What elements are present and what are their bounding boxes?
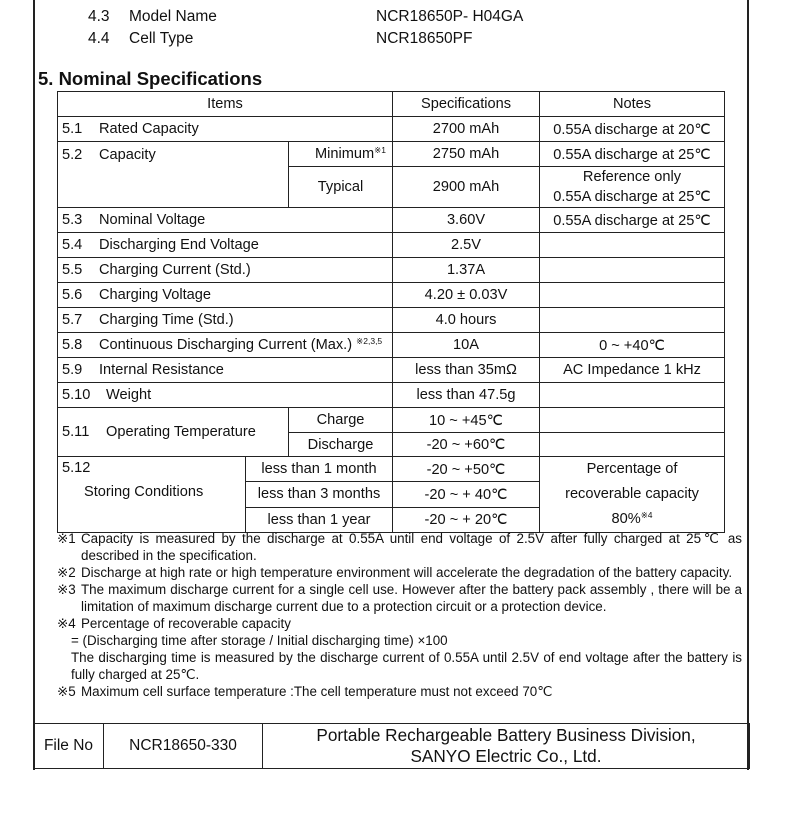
sub-item-typical: Typical [289, 167, 393, 208]
row-note: 0.55A discharge at 25℃ [540, 208, 725, 233]
footnote-ref: ※1 [374, 145, 387, 155]
row-num: 5.12 [62, 460, 91, 476]
storing-conditions-cell [58, 457, 246, 533]
row-note [540, 383, 725, 408]
footnote-mark: ※5 [57, 684, 76, 699]
info-value: NCR18650PF [376, 30, 473, 47]
row-spec: 2700 mAh [393, 117, 540, 142]
row-spec: -20 ~ + 40℃ [393, 482, 540, 507]
row-num: 5.5 [62, 262, 83, 278]
table-header-row [58, 92, 725, 117]
row-spec: 4.20 ± 0.03V [393, 283, 540, 308]
row-spec: 1.37A [393, 258, 540, 283]
sub-item: less than 3 months [246, 482, 393, 507]
row-note: 0.55A discharge at 25℃ [540, 142, 725, 167]
table-row [58, 283, 725, 308]
row-num: 5.9 [62, 362, 83, 378]
row-item: Charging Time (Std.) [99, 312, 234, 328]
cut-off-row [80, 0, 560, 3]
company-name [263, 724, 750, 769]
row-item: Charging Current (Std.) [99, 262, 251, 278]
footnote [57, 581, 742, 615]
footnote-ref: ※2,3,5 [356, 336, 383, 346]
footnote-ref: ※4 [640, 510, 653, 520]
section-title: 5. Nominal Specifications [38, 68, 263, 89]
info-value: NCR18650P- H04GA [376, 8, 524, 25]
row-note [540, 283, 725, 308]
footnote-text: Discharge at high rate or high temperature environment will accelerate the degradation of the battery capacity. [81, 565, 733, 580]
table-row [58, 308, 725, 333]
row-spec: -20 ~ +50℃ [393, 457, 540, 482]
footnotes [57, 530, 742, 700]
info-label: Model Name [129, 8, 217, 25]
info-label: Cell Type [129, 30, 194, 47]
header-notes: Notes [540, 92, 725, 117]
footnote [57, 530, 742, 564]
page-border-right [747, 0, 749, 770]
note-line: recoverable capacity [565, 486, 699, 502]
row-note [540, 433, 725, 457]
row-spec: 10 ~ +45℃ [393, 408, 540, 433]
table-row [58, 358, 725, 383]
info-num: 4.4 [88, 30, 110, 47]
row-item: Nominal Voltage [99, 212, 206, 228]
footnote-text: Maximum cell surface temperature :The cell temperature must not exceed 70℃ [81, 684, 553, 699]
table-row [58, 383, 725, 408]
footnote-mark: ※4 [57, 616, 76, 631]
sub-item: less than 1 year [246, 507, 393, 532]
row-note [540, 233, 725, 258]
row-note [540, 258, 725, 283]
page-border-left [33, 0, 35, 770]
table-row [58, 142, 725, 167]
sub-item: Discharge [289, 433, 393, 457]
row-item: Discharging End Voltage [99, 237, 259, 253]
row-note: AC Impedance 1 kHz [540, 358, 725, 383]
row-item: Internal Resistance [99, 362, 224, 378]
note-line: Reference only [582, 169, 682, 185]
note-line: 80% [611, 511, 641, 527]
table-row [58, 408, 725, 433]
row-num: 5.3 [62, 212, 83, 228]
row-num: 5.7 [62, 312, 83, 328]
footnote-mark: ※2 [57, 565, 76, 580]
spec-table [57, 91, 725, 533]
row-note [540, 457, 725, 533]
table-row [58, 117, 725, 142]
row-spec: 2750 mAh [393, 142, 540, 167]
table-row [58, 457, 725, 482]
row-spec: less than 47.5g [393, 383, 540, 408]
row-spec: 2.5V [393, 233, 540, 258]
footnote-detail: The discharging time is measured by the discharge current of 0.55A until 2.5V of end voltage after the battery is fully charged at 25℃. [71, 650, 742, 682]
company-line-1: Portable Rechargeable Battery Business Division, [316, 725, 696, 745]
footnote-mark: ※3 [57, 582, 76, 597]
row-spec: 3.60V [393, 208, 540, 233]
info-num: 4.3 [88, 8, 110, 25]
row-item: Continuous Discharging Current (Max.) [99, 337, 353, 353]
footnote [57, 683, 742, 700]
row-note: 0 ~ +40℃ [540, 333, 725, 358]
footnote [57, 615, 742, 632]
row-spec: -20 ~ +60℃ [393, 433, 540, 457]
row-note [540, 308, 725, 333]
table-row [58, 333, 725, 358]
row-spec: 10A [393, 333, 540, 358]
note-line: 0.55A discharge at 25℃ [553, 189, 711, 205]
sub-item: less than 1 month [246, 457, 393, 482]
row-item: Weight [106, 387, 152, 403]
row-num: 5.11 [62, 424, 90, 440]
row-note [540, 167, 725, 208]
sub-item-minimum: Minimum [314, 146, 375, 162]
row-note: 0.55A discharge at 20℃ [540, 117, 725, 142]
footnote-mark: ※1 [57, 531, 76, 546]
header-specifications: Specifications [393, 92, 540, 117]
header-items: Items [58, 92, 393, 117]
row-spec: 2900 mAh [393, 167, 540, 208]
row-item: Charging Voltage [99, 287, 211, 303]
note-line: Percentage of [586, 461, 678, 477]
row-spec: less than 35mΩ [393, 358, 540, 383]
company-line-2: SANYO Electric Co., Ltd. [410, 746, 602, 766]
row-note [540, 408, 725, 433]
row-num: 5.2 [62, 147, 83, 163]
row-item: Rated Capacity [99, 121, 199, 137]
row-spec: 4.0 hours [393, 308, 540, 333]
footnote-formula: = (Discharging time after storage / Initial discharging time) ×100 [71, 633, 448, 648]
table-row [58, 233, 725, 258]
table-row [58, 258, 725, 283]
file-no-label: File No [34, 724, 104, 769]
footnote-text: The maximum discharge current for a single cell use. However after the battery pack assembly , there will be a limitation of maximum discharge current due to a protection circuit or a protection device. [81, 582, 742, 614]
row-item: Capacity [99, 147, 156, 163]
footnote [57, 564, 742, 581]
row-item: Storing Conditions [84, 484, 204, 500]
row-spec: -20 ~ + 20℃ [393, 507, 540, 532]
row-num: 5.6 [62, 287, 83, 303]
table-row [58, 208, 725, 233]
row-num: 5.10 [62, 387, 91, 403]
row-num: 5.4 [62, 237, 83, 253]
row-num: 5.8 [62, 337, 83, 353]
file-number: NCR18650-330 [104, 724, 263, 769]
document-footer [33, 723, 750, 769]
row-num: 5.1 [62, 121, 83, 137]
footnote-text: Capacity is measured by the discharge at 0.55A until end voltage of 2.5V after fully charged at 25℃ as described in the specification. [81, 531, 742, 563]
sub-item: Charge [289, 408, 393, 433]
footnote-text: Percentage of recoverable capacity [81, 616, 291, 631]
row-item: Operating Temperature [106, 424, 256, 440]
